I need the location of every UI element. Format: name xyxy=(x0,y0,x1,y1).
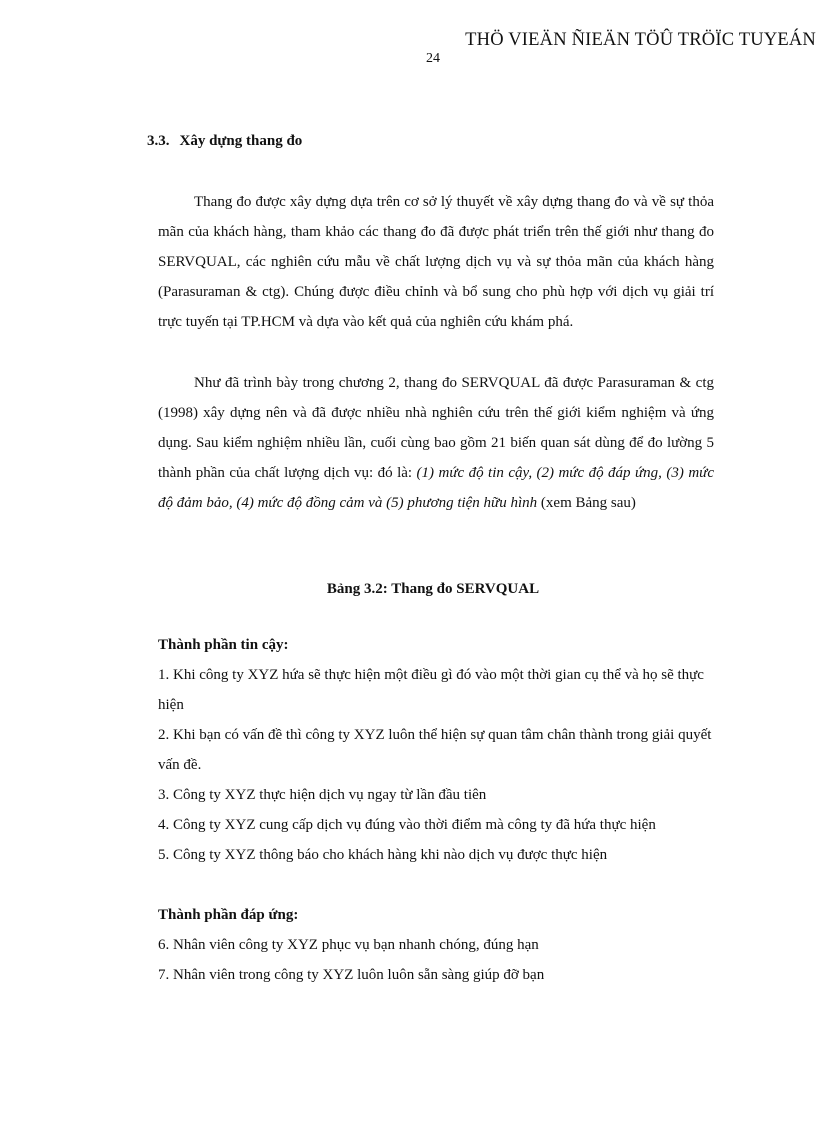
reliability-group xyxy=(158,630,718,870)
paragraph-2-reference: (xem Bảng sau) xyxy=(537,495,636,511)
library-watermark: THÖ VIEÄN ÑIEÄN TÖÛ TRÖÏC TUYEÁN xyxy=(465,30,816,50)
list-item: 1. Khi công ty XYZ hứa sẽ thực hiện một điều gì đó vào một thời gian cụ thể và họ sẽ thực hiện xyxy=(158,667,704,713)
table-title: Bảng 3.2: Thang đo SERVQUAL xyxy=(326,581,540,597)
paragraph-scale-construction xyxy=(158,187,714,337)
section-heading xyxy=(147,134,302,149)
paragraph-2-text: Như đã trình bày trong chương 2, thang đo SERVQUAL đã được Parasuraman & ctg (1998) xây dựng nên và đã được nhiều nhà nghiên cứu trên thế giới kiểm nghiệm và ứng dụng. Sau kiểm nghiệm nhiều lần, cuối cùng bao gồm 21 biến quan sát dùng để đo lường 5 thành phần của chất lượng dịch vụ: đó là: xyxy=(158,375,714,481)
section-number: 3.3. xyxy=(147,133,170,149)
list-item: 7. Nhân viên trong công ty XYZ luôn luôn sẵn sàng giúp đỡ bạn xyxy=(158,967,545,983)
page-number: 24 xyxy=(426,51,440,66)
list-item: 2. Khi bạn có vấn đề thì công ty XYZ luôn thể hiện sự quan tâm chân thành trong giải quyết vấn đề. xyxy=(158,727,712,773)
responsiveness-group xyxy=(158,900,718,990)
list-item: 5. Công ty XYZ thông báo cho khách hàng khi nào dịch vụ được thực hiện xyxy=(158,847,608,863)
paragraph-servqual-description xyxy=(158,368,714,518)
list-item: 6. Nhân viên công ty XYZ phục vụ bạn nhanh chóng, đúng hạn xyxy=(158,937,539,953)
group-heading: Thành phần tin cậy: xyxy=(158,637,289,653)
paragraph-1-text: Thang đo được xây dựng dựa trên cơ sở lý thuyết về xây dựng thang đo và về sự thỏa mãn của khách hàng, tham khảo các thang đo đã được phát triển trên thế giới như thang đo SERVQUAL, các nghiên cứu mẫu về chất lượng dịch vụ và sự thỏa mãn của khách hàng (Parasuraman & ctg). Chúng được điều chỉnh và bổ sung cho phù hợp với dịch vụ giải trí trực tuyến tại TP.HCM và dựa vào kết quả của nghiên cứu khám phá. xyxy=(158,194,714,330)
list-item: 3. Công ty XYZ thực hiện dịch vụ ngay từ lần đầu tiên xyxy=(158,787,487,803)
group-heading: Thành phần đáp ứng: xyxy=(158,907,299,923)
section-title: Xây dựng thang đo xyxy=(179,133,303,149)
paragraph-2-components: (1) mức độ tin cậy, (2) mức độ đáp ứng, (3) mức độ đảm bảo, (4) mức độ đồng cảm và (5) phương tiện hữu hình xyxy=(158,465,714,511)
list-item: 4. Công ty XYZ cung cấp dịch vụ đúng vào thời điểm mà công ty đã hứa thực hiện xyxy=(158,817,656,833)
